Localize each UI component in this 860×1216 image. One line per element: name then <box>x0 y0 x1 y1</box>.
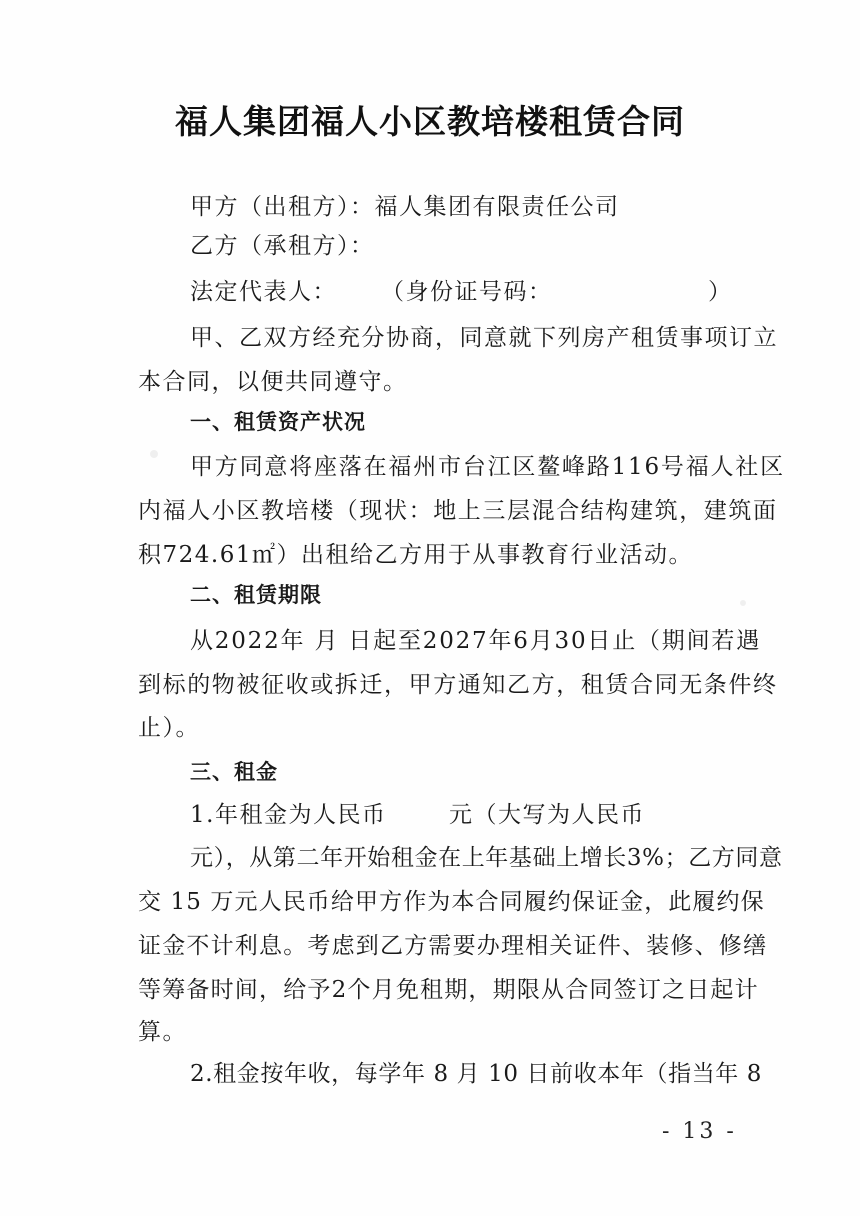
rent-item-1-line-6: 算。 <box>138 1019 187 1045</box>
scan-speck <box>740 600 746 606</box>
document-title: 福人集团福人小区教培楼租赁合同 <box>175 102 685 141</box>
section-2-heading: 二、租赁期限 <box>190 583 322 607</box>
section-1-line-1: 甲方同意将座落在福州市台江区鳌峰路116号福人社区 <box>190 454 785 480</box>
section-3-heading: 三、租金 <box>190 760 278 784</box>
rent-item-1-line-3: 交 15 万元人民币给甲方作为本合同履约保证金，此履约保 <box>138 889 765 915</box>
page-number: - 13 - <box>662 1119 737 1144</box>
rent-item-1-right: 元（大写为人民币 <box>449 802 645 828</box>
section-2-line-1: 从2022年 月 日起至2027年6月30日止（期间若遇 <box>190 628 761 654</box>
party-b-line: 乙方（承租方）： <box>190 233 375 259</box>
section-2-line-2: 到标的物被征收或拆迁，甲方通知乙方，租赁合同无条件终 <box>138 672 778 698</box>
section-2-line-3: 止）。 <box>138 715 200 741</box>
rent-item-1-line-5: 等筹备时间，给予2个月免租期，期限从合同签订之日起计 <box>138 977 759 1003</box>
party-a-line: 甲方（出租方）：福人集团有限责任公司 <box>190 194 620 220</box>
rent-item-1-line-2: 元），从第二年开始租金在上年基础上增长3%；乙方同意 <box>190 845 783 871</box>
section-1-line-2: 内福人小区教培楼（现状：地上三层混合结构建筑，建筑面 <box>138 498 778 524</box>
scan-speck <box>150 450 158 458</box>
id-number-label: （身份证号码： <box>381 279 553 305</box>
id-number-close: ） <box>708 279 733 305</box>
rent-item-1-left: 1.年租金为人民币 <box>190 802 387 828</box>
section-1-heading: 一、租赁资产状况 <box>190 410 366 434</box>
rent-item-1-line-4: 证金不计利息。考虑到乙方需要办理相关证件、装修、修缮 <box>138 933 768 959</box>
rent-item-2-line-1: 2.租金按年收，每学年 8 月 10 日前收本年（指当年 8 <box>190 1061 763 1087</box>
legal-rep-label: 法定代表人： <box>190 279 337 305</box>
intro-text: 甲、乙双方经充分协商，同意就下列房产租赁事项订立 <box>190 325 778 351</box>
intro-line-2: 本合同，以便共同遵守。 <box>138 369 408 395</box>
section-1-line-3: 积724.61㎡）出租给乙方用于从事教育行业活动。 <box>138 542 693 568</box>
intro-line-1 <box>190 323 778 353</box>
